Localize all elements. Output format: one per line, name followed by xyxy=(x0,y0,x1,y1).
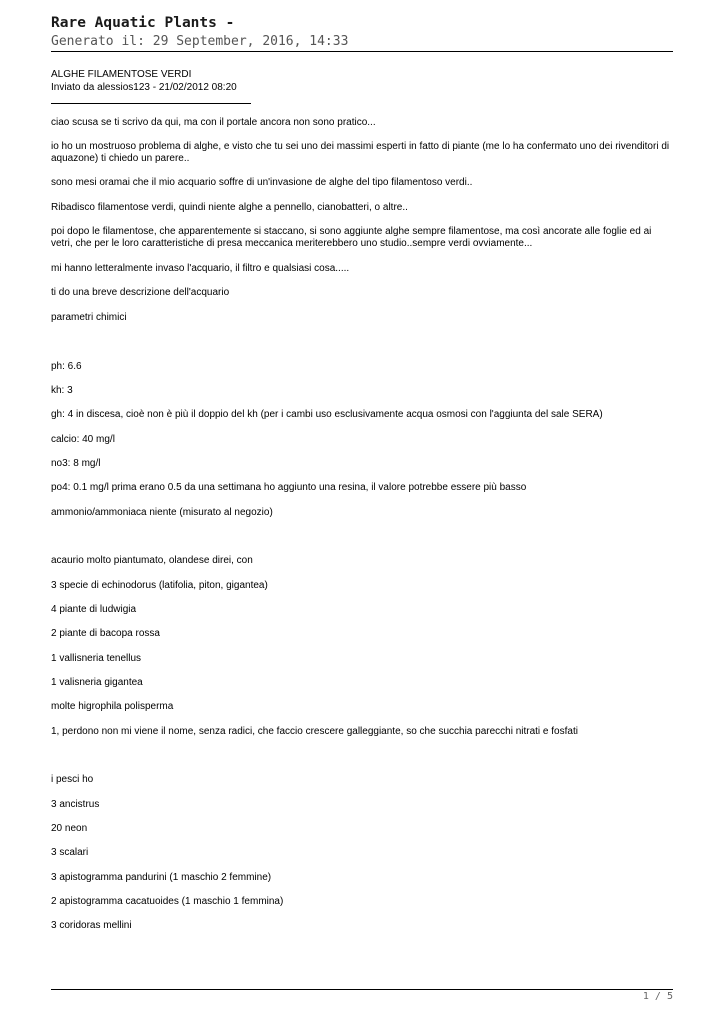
paragraph: io ho un mostruoso problema di alghe, e visto che tu sei uno dei massimi esperti in fatto di piante (me lo ha confermato uno dei rivenditori di aquazone) ti chiedo un parere.. xyxy=(51,141,670,165)
paragraph: ciao scusa se ti scrivo da qui, ma con il portale ancora non sono pratico... xyxy=(51,117,376,128)
page-number: 1 / 5 xyxy=(642,991,673,1002)
paragraph: ti do una breve descrizione dell'acquario xyxy=(51,287,230,298)
paragraph: molte higrophila polisperma xyxy=(51,701,174,712)
paragraph: ammonio/ammoniaca niente (misurato al negozio) xyxy=(51,507,273,518)
paragraph: 2 apistogramma cacatuoides (1 maschio 1 femmina) xyxy=(51,896,284,907)
paragraph: gh: 4 in discesa, cioè non è più il doppio del kh (per i cambi uso esclusivamente acqua osmosi con l'aggiunta del sale SERA) xyxy=(51,409,603,420)
paragraph: 2 piante di bacopa rossa xyxy=(51,628,160,639)
paragraph: 3 scalari xyxy=(51,847,89,858)
paragraph: sono mesi oramai che il mio acquario soffre di un'invasione de alghe del tipo filamentoso verdi.. xyxy=(51,177,473,188)
paragraph: 20 neon xyxy=(51,823,88,834)
header-divider xyxy=(51,51,673,52)
paragraph: 3 apistogramma pandurini (1 maschio 2 femmine) xyxy=(51,872,272,883)
paragraph: i pesci ho xyxy=(51,774,94,785)
footer-divider xyxy=(51,989,673,990)
paragraph: 3 coridoras mellini xyxy=(51,920,132,931)
site-title: Rare Aquatic Plants - xyxy=(51,15,235,31)
paragraph: no3: 8 mg/l xyxy=(51,458,101,469)
paragraph: 1 valisneria gigantea xyxy=(51,677,143,688)
post-divider xyxy=(51,103,251,104)
paragraph: mi hanno letteralmente invaso l'acquario, il filtro e qualsiasi cosa..... xyxy=(51,263,350,274)
paragraph: poi dopo le filamentose, che apparentemente si staccano, si sono aggiunte alghe sempre filamentose, ma così ancorate alle foglie ed ai vetri, che per le loro caratteristiche di presa meccanica meriterebbero uno studio..sempre verdi ovviamente... xyxy=(51,226,652,250)
paragraph: Ribadisco filamentose verdi, quindi niente alghe a pennello, cianobatteri, o altre.. xyxy=(51,202,408,213)
paragraph: kh: 3 xyxy=(51,385,73,396)
post-byline: Inviato da alessios123 - 21/02/2012 08:20 xyxy=(51,81,237,93)
post-title: ALGHE FILAMENTOSE VERDI xyxy=(51,69,192,80)
paragraph: parametri chimici xyxy=(51,312,127,323)
paragraph: acaurio molto piantumato, olandese direi, con xyxy=(51,555,253,566)
paragraph: po4: 0.1 mg/l prima erano 0.5 da una settimana ho aggiunto una resina, il valore potrebbe essere più basso xyxy=(51,482,527,493)
paragraph: 4 piante di ludwigia xyxy=(51,604,137,615)
paragraph: 3 ancistrus xyxy=(51,799,100,810)
paragraph: 3 specie di echinodorus (latifolia, piton, gigantea) xyxy=(51,580,268,591)
page-header xyxy=(51,14,673,50)
paragraph: 1, perdono non mi viene il nome, senza radici, che faccio crescere galleggiante, so che succhia parecchi nitrati e fosfati xyxy=(51,726,578,737)
paragraph: calcio: 40 mg/l xyxy=(51,434,115,445)
paragraph: 1 vallisneria tenellus xyxy=(51,653,142,664)
post-header xyxy=(51,69,237,94)
paragraph: ph: 6.6 xyxy=(51,361,82,372)
generated-date: Generato il: 29 September, 2016, 14:33 xyxy=(51,34,349,49)
